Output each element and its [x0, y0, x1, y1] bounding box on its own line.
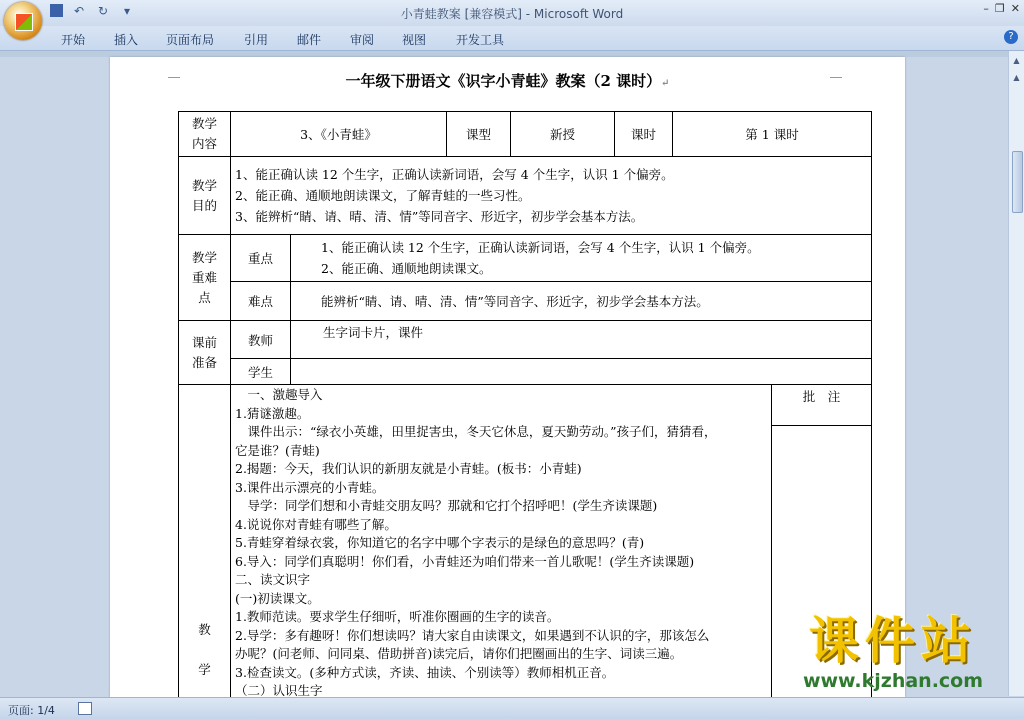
table-row — [179, 235, 872, 282]
difficulty-content: 能辨析“睛、请、晴、清、情”等同音字、形近字，初步学会基本方法。 — [291, 282, 872, 321]
goals-label: 教学 目的 — [179, 157, 231, 235]
close-button[interactable]: ✕ — [1010, 2, 1020, 15]
proofing-icon[interactable] — [78, 702, 92, 715]
document-page[interactable] — [110, 57, 905, 697]
minimize-button[interactable]: – — [983, 2, 989, 15]
document-title: 一年级下册语文《识字小青蛙》教案（2 课时）↵ — [345, 72, 670, 90]
focus-content: 1、能正确认读 12 个生字，正确认读新词语，会写 4 个生字，认识 1 个偏旁。 2、能正确、通顺地朗读课文。 — [291, 235, 872, 282]
lesson-plan-table — [178, 111, 872, 697]
tab-review[interactable]: 审阅 — [350, 33, 375, 47]
window-controls — [983, 2, 1020, 15]
type-value: 新授 — [511, 112, 615, 157]
watermark-url: www.kjzhan.com — [802, 670, 984, 692]
notes-label: 批 注 — [772, 385, 871, 426]
customize-qat-icon[interactable]: ▾ — [123, 4, 131, 18]
vertical-scrollbar[interactable] — [1008, 51, 1024, 696]
tab-developer[interactable]: 开发工具 — [456, 33, 505, 47]
focus-label: 重点 — [231, 235, 291, 282]
tab-mailings[interactable]: 邮件 — [297, 33, 322, 47]
scroll-thumb[interactable] — [1012, 151, 1023, 213]
status-bar — [0, 697, 1024, 719]
student-prep — [291, 359, 872, 385]
table-row — [179, 385, 872, 698]
ribbon-tabs — [0, 26, 1024, 51]
period-value: 第 1 课时 — [673, 112, 872, 157]
lesson-name: 3、《小青蛙》 — [231, 112, 447, 157]
tab-references[interactable]: 引用 — [244, 33, 269, 47]
period-label: 课时 — [615, 112, 673, 157]
office-button[interactable] — [4, 2, 42, 40]
help-icon[interactable]: ? — [1004, 30, 1018, 44]
table-row — [179, 157, 872, 235]
difficulty-label: 难点 — [231, 282, 291, 321]
office-logo-icon — [15, 13, 33, 31]
restore-button[interactable]: ❐ — [994, 2, 1005, 15]
watermark — [774, 612, 1012, 698]
page-count[interactable]: 页面: 1/4 — [8, 704, 55, 717]
table-row — [179, 359, 872, 385]
table-row — [179, 321, 872, 359]
browse-object-icon[interactable]: ▲ — [1013, 56, 1020, 65]
prep-label: 课前 准备 — [179, 321, 231, 385]
table-row — [179, 112, 872, 157]
teacher-label: 教师 — [231, 321, 291, 359]
window-title: 小青蛙教案 [兼容模式] - Microsoft Word — [400, 7, 624, 21]
type-label: 课型 — [447, 112, 511, 157]
goals-content: 1、能正确认读 12 个生字，正确认读新词语，会写 4 个生字，认识 1 个偏旁。 2、能正确、通顺地朗读课文，了解青蛙的一些习性。 3、能辨析“睛、请、晴、清、情”等同音字、形近字，初步学会基本方法。 — [231, 157, 872, 235]
scroll-up-icon[interactable]: ▲ — [1013, 73, 1020, 82]
student-label: 学生 — [231, 359, 291, 385]
content-label: 教学 内容 — [179, 112, 231, 157]
tab-page-layout[interactable]: 页面布局 — [166, 33, 215, 47]
process-label: 教 学 — [179, 385, 231, 698]
tab-view[interactable]: 视图 — [402, 33, 427, 47]
save-icon[interactable] — [50, 4, 63, 17]
undo-icon[interactable]: ↶ — [73, 4, 85, 18]
redo-icon[interactable]: ↻ — [97, 4, 109, 18]
quick-access-toolbar — [50, 3, 135, 19]
teacher-prep: 生字词卡片，课件 — [291, 321, 872, 359]
watermark-logo: 课件站 — [809, 612, 977, 670]
tab-home[interactable]: 开始 — [61, 33, 86, 47]
title-bar — [0, 0, 1024, 26]
tab-insert[interactable]: 插入 — [114, 33, 139, 47]
process-content: 一、激趣导入 1.猜谜激趣。 课件出示：“绿衣小英雄，田里捉害虫，冬天它休息，夏天勤劳动。”孩子们，猜猜看， 它是谁？(青蛙) 2.揭题：今天，我们认识的新朋友就是小青蛙。(板书：小青蛙) 3.课件出示漂亮的小青蛙。 导学：同学们想和小青蛙交朋友吗？那就和它打个招呼吧！(学生齐读课题) 4.说说你对青蛙有哪些了解。 5.青蛙穿着绿衣裳，你知道它的名字中哪个字表示的是绿色的意思吗？(青) 6.导入：同学们真聪明！你们看，小青蛙还为咱们带来一首儿歌呢！(学生齐读课题) 二、读文识字 (一)初读课文。 1.教师范读。要求学生仔细听，听准你圈画的生字的读音。 2.导学：多有趣呀！你们想读吗？请大家自由读课文，如果遇到不认识的字，那该怎么 办呢？(问老师、问同桌、借助拼音)读完后，请你们把圈画出的生字、词读三遍。 3.检查读文。(多种方式读，齐读、抽读、个别读等）教师相机正音。 （二）认识生字 — [231, 385, 772, 698]
key-points-label: 教学 重难 点 — [179, 235, 231, 321]
table-row — [179, 282, 872, 321]
